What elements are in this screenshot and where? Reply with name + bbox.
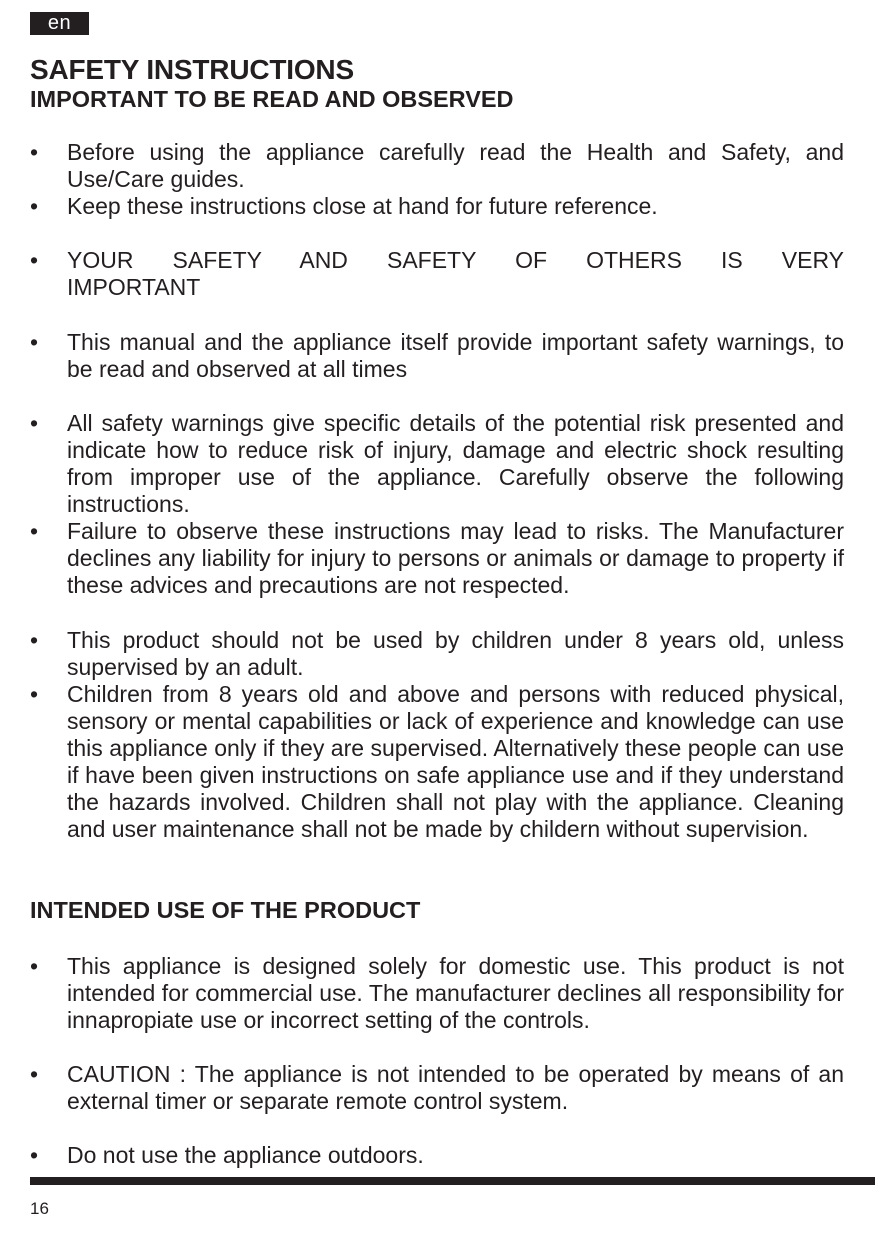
list-item — [30, 329, 844, 383]
list-item — [30, 410, 844, 518]
list-item — [30, 627, 844, 681]
bullet-icon: • — [30, 193, 39, 219]
page-title: SAFETY INSTRUCTIONS — [30, 54, 354, 85]
list-item — [30, 1061, 844, 1115]
list-item-text: Failure to observe these instructions may lead to risks. The Manufacturer declines any liability for injury to persons or animals or damage to property if these advices and precautions are not respected. — [67, 518, 844, 598]
bullet-icon: • — [30, 139, 39, 165]
list-item — [30, 247, 844, 301]
list-item-text: CAUTION : The appliance is not intended to be operated by means of an external timer or separate remote control system. — [67, 1061, 844, 1114]
section-heading: INTENDED USE OF THE PRODUCT — [30, 897, 421, 923]
bullet-icon: • — [30, 681, 39, 707]
bullet-icon: • — [30, 410, 39, 436]
footer-divider — [30, 1177, 875, 1185]
language-tag: en — [30, 12, 89, 35]
list-item — [30, 139, 844, 193]
bullet-icon: • — [30, 329, 39, 355]
list-item-text: This manual and the appliance itself provide important safety warnings, to be read and observed at all times — [67, 329, 844, 382]
list-item-text: This product should not be used by children under 8 years old, unless supervised by an adult. — [67, 627, 844, 680]
page-subtitle: IMPORTANT TO BE READ AND OBSERVED — [30, 86, 514, 112]
bullet-icon: • — [30, 518, 39, 544]
page-number: 16 — [30, 1199, 49, 1218]
bullet-icon: • — [30, 953, 39, 979]
bullet-icon: • — [30, 247, 39, 273]
list-item-text: This appliance is designed solely for domestic use. This product is not intended for commercial use. The manufacturer declines all responsibility for innapropiate use or incorrect setting of the controls. — [67, 953, 844, 1033]
list-item — [30, 953, 844, 1034]
list-item-text: Do not use the appliance outdoors. — [67, 1142, 424, 1168]
list-item-text: YOUR SAFETY AND SAFETY OF OTHERS IS VERY IMPORTANT — [67, 247, 844, 300]
bullet-icon: • — [30, 1061, 39, 1087]
list-item-text: Before using the appliance carefully read the Health and Safety, and Use/Care guides. — [67, 139, 844, 192]
list-item-text: Keep these instructions close at hand for future reference. — [67, 193, 658, 219]
list-item — [30, 518, 844, 599]
bullet-icon: • — [30, 627, 39, 653]
list-item — [30, 193, 844, 220]
list-item-text: Children from 8 years old and above and persons with reduced physical, sensory or mental capabilities or lack of experience and knowledge can use this appliance only if they are supervised. Alternatively these people can use if have been given instructions on safe appliance use and if they understand the hazards involved. Children shall not play with the appliance. Cleaning and user maintenance shall not be made by childern without supervision. — [67, 681, 844, 842]
list-item-text: All safety warnings give specific details of the potential risk presented and indicate how to reduce risk of injury, damage and electric shock resulting from improper use of the appliance. Carefully observe the following instructions. — [67, 410, 844, 517]
list-item — [30, 681, 844, 843]
bullet-icon: • — [30, 1142, 39, 1168]
list-item — [30, 1142, 844, 1169]
